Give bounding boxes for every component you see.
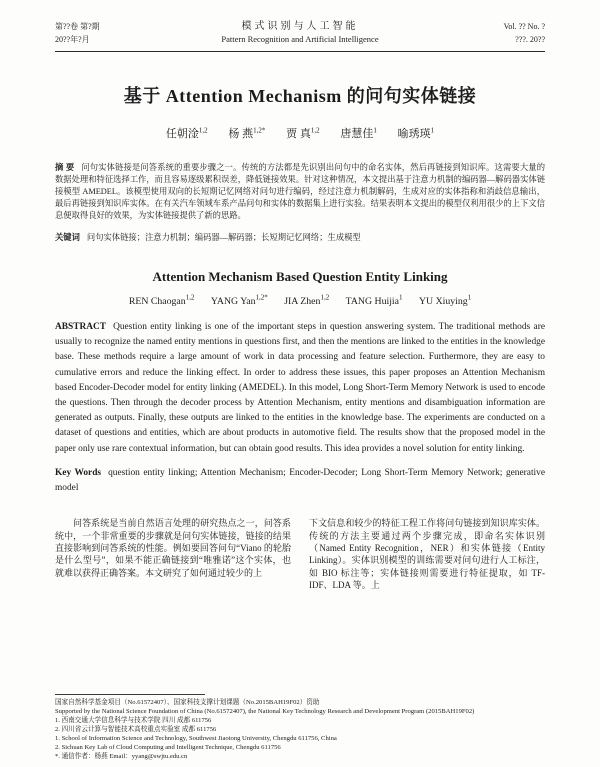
author-name: TANG Huijia — [345, 296, 400, 307]
author-name: 杨 燕 — [228, 128, 254, 140]
header-vol-info — [435, 20, 545, 46]
author-en — [418, 293, 472, 307]
abstract-en — [55, 320, 545, 457]
author-name: JIA Zhen — [284, 296, 321, 307]
author-name: YANG Yan — [210, 296, 256, 307]
keywords-en — [55, 466, 545, 496]
paper-title-en: Attention Mechanism Based Question Entity Linking — [152, 269, 448, 284]
author-affiliation-sup: 1,2* — [253, 126, 266, 135]
author-name: REN Chaogan — [128, 296, 186, 307]
abstract-text-en: Question entity linking is one of the important steps in question answering system. The traditional methods are usually to recognize the named entity mentions in questions first, and then the mentions are linked to the entities in the knowledge base. These methods require a large amount of work in data processing and feature selection. Furthermore, they are easy to cumulative errors and reduce the linking effect. In order to address these issues, this paper proposes an Attention Mechanism based Encoder-Decoder model for entity linking (AMEDEL). In this model, Long Short-Term Memory Network is used to encode the questions. Then through the decoder process by Attention Mechanism, entity mentions and disambiguation information are generated as outputs. Finally, these outputs are linked to the entities in the knowledge base. The experiments are conducted on a dataset of questions and entities, which are about products in automotive field. The results show that the proposed model in the paper only use rare contextual information, but can obtain good results. This idea provides a novel solution for entity linking. — [55, 322, 545, 454]
paper-title-cn: 基于 Attention Mechanism 的问句实体链接 — [123, 86, 477, 106]
author-affiliation-sup: 1,2 — [198, 126, 208, 135]
author-cn — [398, 128, 435, 140]
footnote-divider — [55, 694, 205, 695]
affiliation-2-en: 2. Sichuan Key Lab of Cloud Computing and Intelligent Technique, Chengdu 611756 — [55, 744, 281, 751]
corresponding-author-note: *. 通信作者：杨燕 Email：yyang@swjtu.edu.cn — [55, 753, 188, 760]
footnote-block — [55, 694, 545, 761]
volume-issue-text: 第??卷 第?期 — [55, 22, 100, 31]
author-en — [128, 293, 195, 307]
journal-title-en: Pattern Recognition and Artificial Intelligence — [221, 34, 379, 44]
keywords-text-en: question entity linking; Attention Mechanism; Encoder-Decoder; Long Short-Term Memory Network; generative model — [55, 467, 546, 494]
author-affiliation-sup: 1 — [399, 293, 403, 302]
author-cn — [286, 128, 320, 140]
journal-title-cn: 模式识别与人工智能 — [241, 21, 359, 32]
keywords-label-en: Key Words — [55, 467, 102, 478]
author-affiliation-sup: 1,2* — [255, 293, 268, 302]
author-affiliation-sup: 1 — [373, 126, 377, 135]
abstract-label-cn: 摘 要 — [55, 162, 75, 172]
journal-header — [55, 20, 545, 46]
author-name: 任朝淦 — [165, 128, 199, 140]
author-name: 喻琇瑛 — [397, 128, 431, 140]
keywords-cn — [55, 231, 545, 244]
author-name: YU Xiuying — [418, 296, 468, 307]
year-text: ???. 20?? — [515, 35, 545, 44]
author-en — [284, 293, 330, 307]
body-column-left: 问答系统是当前自然语言处理的研究热点之一，问答系统中，一个非常重要的步骤就是问句实体链接，链接的结果直接影响到问答系统的性能。例如要回答问句“Viano 的轮胎是什么型号”，如果不能正确链接到“唯雅诺”这个实体，也就难以获得正确答案。本文研究了如何通过较少的上 — [55, 518, 291, 578]
affiliation-1-en: 1. School of Information Science and Technology, Southwest Jiaotong University, Chengdu 611756, China — [55, 735, 337, 742]
body-column-right: 下文信息和较少的特征工程工作将问句链接到知识库实体。传统的方法主要通过两个步骤完成，即命名实体识别（Named Entity Recognition，NER）和实体链接（Entity Linking）。实体识别模型的训练需要对问句进行人工标注，如 BIO 标注等；实体链接则需要进行特征提取，如 TF-IDF、LDA 等。上 — [309, 518, 545, 591]
author-cn — [166, 128, 208, 140]
author-name: 贾 真 — [286, 128, 311, 140]
affiliation-2-cn: 2. 四川省云计算与智能技术高校重点实验室 成都 611756 — [55, 726, 217, 733]
vol-no-text: Vol. ?? No. ? — [503, 22, 545, 31]
abstract-cn — [55, 161, 545, 222]
funding-note-en: Supported by the National Science Foundation of China (No.61572407), the National Key Technology Research and Development Program (2015BAH19F02) — [55, 708, 475, 715]
body-columns — [55, 517, 545, 591]
author-cn — [340, 128, 377, 140]
author-affiliation-sup: 1 — [430, 126, 435, 135]
keywords-text-cn: 问句实体链接；注意力机制；编码器—解码器；长短期记忆网络；生成模型 — [86, 233, 361, 242]
author-cn — [228, 128, 265, 140]
author-affiliation-sup: 1,2 — [320, 293, 330, 302]
affiliation-1-cn: 1. 西南交通大学信息科学与技术学院 四川 成都 611756 — [55, 717, 212, 724]
author-affiliation-sup: 1 — [467, 293, 472, 302]
publish-date-text: 20??年?月 — [55, 35, 90, 44]
author-affiliation-sup: 1,2 — [310, 126, 320, 135]
author-affiliation-sup: 1,2 — [185, 293, 195, 302]
author-en — [345, 293, 403, 307]
header-issue-info — [55, 20, 165, 46]
journal-title-block — [165, 20, 435, 46]
header-divider — [55, 51, 545, 52]
keywords-label-cn: 关键词 — [55, 232, 80, 242]
author-name: 唐慧佳 — [340, 128, 374, 140]
abstract-label-en: ABSTRACT — [55, 322, 107, 332]
authors-cn — [55, 125, 545, 141]
abstract-text-cn: 问句实体链接是问答系统的重要步骤之一。传统的方法都是先识别出问句中的命名实体，然后再链接到知识库。这需要大量的数据处理和特征选择工作，而且容易逐级累积误差，降低链接效果。针对这种情况，本文提出基于注意力机制的编码器—解码器实体链接模型 AMEDEL。该模型使用双向的长短期记忆网络对问句进行编码，经过注意力机制解码，生成对应的实体指称和消歧信息输出，最后再链接到知识库实体。在有关汽车领域车系产品问句和实体的数据集上进行实验。结果表明本文提出的模型仅利用很少的上下文信息便取得良好的效果，为实体链接提供了新的思路。 — [55, 163, 545, 220]
author-en — [210, 293, 268, 307]
authors-en — [55, 293, 545, 307]
funding-note-cn: 国家自然科学基金项目（No.61572407）、国家科技支撑计划课题（No.2015BAH19F02）资助 — [55, 699, 320, 706]
